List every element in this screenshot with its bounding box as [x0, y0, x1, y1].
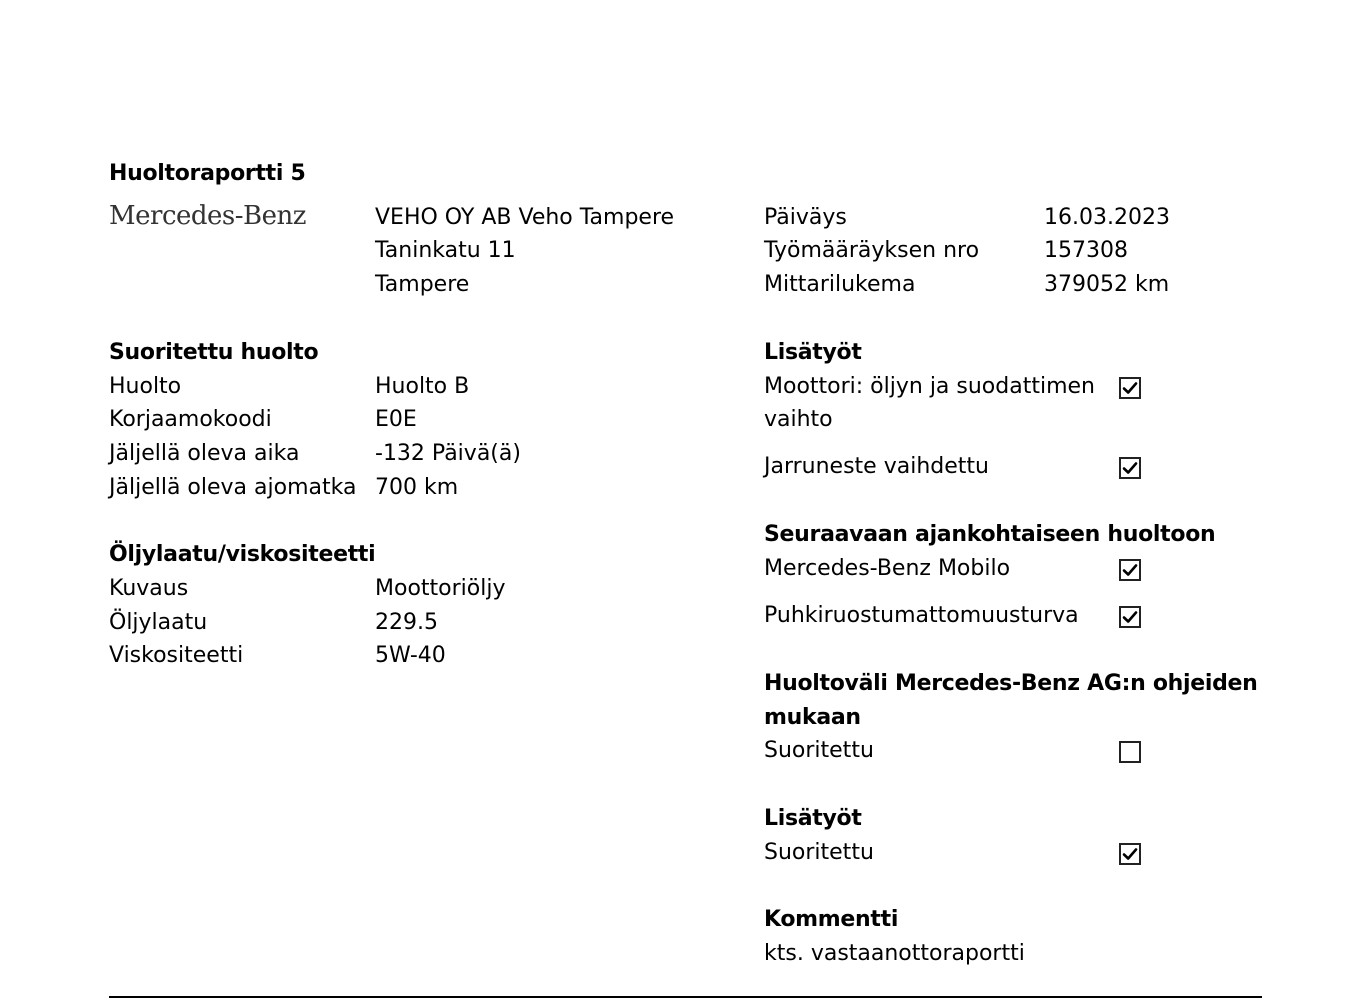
- row-value: Moottoriöljy: [375, 576, 506, 601]
- row-label: Kuvaus: [109, 576, 189, 601]
- row-value: -132 Päivä(ä): [375, 441, 521, 466]
- dealer-city: Tampere: [375, 272, 470, 297]
- meta-value: 157308: [1044, 238, 1128, 263]
- dealer-street: Taninkatu 11: [375, 238, 516, 263]
- section-heading: Kommentti: [764, 907, 899, 932]
- section-heading: Lisätyöt: [764, 806, 862, 831]
- section-heading: Huoltoväli Mercedes-Benz AG:n ohjeiden: [764, 671, 1258, 696]
- checkbox[interactable]: [1119, 377, 1141, 399]
- checkmark-icon: [1121, 608, 1139, 626]
- row-label: Jäljellä oleva ajomatka: [109, 475, 357, 500]
- checkbox[interactable]: [1119, 457, 1141, 479]
- row-label: Huolto: [109, 374, 182, 399]
- checkmark-icon: [1121, 459, 1139, 477]
- section-heading-continued: mukaan: [764, 705, 861, 730]
- item-label: Suoritettu: [764, 840, 874, 865]
- row-value: Huolto B: [375, 374, 470, 399]
- checkmark-icon: [1121, 561, 1139, 579]
- section-heading: Suoritettu huolto: [109, 340, 319, 365]
- checkmark-icon: [1121, 845, 1139, 863]
- comment-text: kts. vastaanottoraportti: [764, 941, 1025, 966]
- item-label-continued: vaihto: [764, 407, 833, 432]
- row-value: 229.5: [375, 610, 438, 635]
- item-label: Jarruneste vaihdettu: [764, 454, 989, 479]
- checkbox[interactable]: [1119, 741, 1141, 763]
- mercedes-benz-logo: Mercedes-Benz: [109, 201, 306, 231]
- row-value: 5W-40: [375, 643, 446, 668]
- report-title: Huoltoraportti 5: [109, 161, 306, 186]
- meta-label: Työmääräyksen nro: [764, 238, 980, 263]
- row-value: 700 km: [375, 475, 459, 500]
- row-value: E0E: [375, 407, 417, 432]
- row-label: Viskositeetti: [109, 643, 244, 668]
- row-label: Jäljellä oleva aika: [109, 441, 300, 466]
- checkbox[interactable]: [1119, 559, 1141, 581]
- section-heading: Seuraavaan ajankohtaiseen huoltoon: [764, 522, 1216, 547]
- item-label: Mercedes-Benz Mobilo: [764, 556, 1011, 581]
- row-label: Öljylaatu: [109, 610, 208, 635]
- meta-value: 379052 km: [1044, 272, 1170, 297]
- section-heading: Öljylaatu/viskositeetti: [109, 542, 376, 567]
- item-label: Puhkiruostumattomuusturva: [764, 603, 1079, 628]
- row-label: Korjaamokoodi: [109, 407, 272, 432]
- meta-value: 16.03.2023: [1044, 205, 1170, 230]
- item-label: Suoritettu: [764, 738, 874, 763]
- checkbox[interactable]: [1119, 843, 1141, 865]
- meta-label: Päiväys: [764, 205, 847, 230]
- checkmark-icon: [1121, 379, 1139, 397]
- footer-divider: [109, 996, 1262, 998]
- section-heading: Lisätyöt: [764, 340, 862, 365]
- item-label: Moottori: öljyn ja suodattimen: [764, 374, 1095, 399]
- meta-label: Mittarilukema: [764, 272, 916, 297]
- checkbox[interactable]: [1119, 606, 1141, 628]
- dealer-name: VEHO OY AB Veho Tampere: [375, 205, 675, 230]
